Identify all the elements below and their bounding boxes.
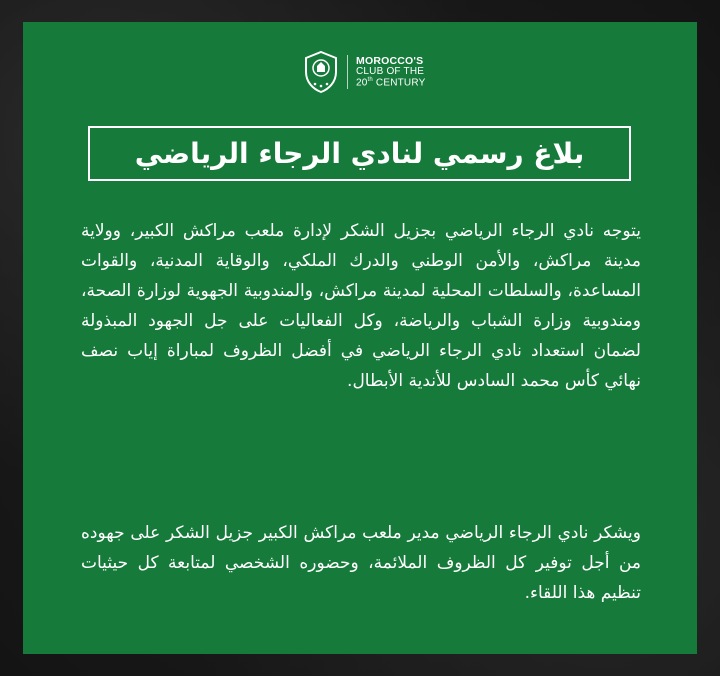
brand-divider (347, 55, 348, 89)
brand-line-2: CLUB OF THE (356, 65, 425, 77)
title-box (88, 126, 631, 181)
club-crest-icon (303, 50, 339, 94)
brand-century-word: CENTURY (372, 76, 426, 88)
announcement-panel (23, 22, 697, 654)
brand-century-suffix: th (367, 76, 373, 83)
brand-line-1: MOROCCO'S (356, 55, 424, 68)
brand-century-number: 20 (356, 76, 368, 88)
brand-text (356, 56, 425, 88)
brand-line-3 (356, 77, 425, 88)
paragraph-1: يتوجه نادي الرجاء الرياضي بجزيل الشكر لإدارة ملعب مراكش الكبير، وولاية مدينة مراكش، والأمن الوطني والدرك الملكي، والوقاية المدنية، والقوات المساعدة، والسلطات المحلية لمدينة مراكش، والمندوبية الجهوية لوزارة الصحة، ومندوبية وزارة الشباب والرياضة، وكل الفعاليات على جل الجهود المبذولة لضمان استعداد نادي الرجاء الرياضي في أفضل الظروف لمباراة إياب نصف نهائي كأس محمد السادس للأندية الأبطال. (81, 221, 641, 391)
club-brand (303, 50, 425, 94)
announcement-title: بلاغ رسمي لنادي الرجاء الرياضي (134, 137, 585, 170)
paragraph-2: ويشكر نادي الرجاء الرياضي مدير ملعب مراكش الكبير جزيل الشكر على جهوده من أجل توفير كل الظروف الملائمة، وحضوره الشخصي لمتابعة كل حيثيات تنظيم هذا اللقاء. (81, 523, 641, 603)
